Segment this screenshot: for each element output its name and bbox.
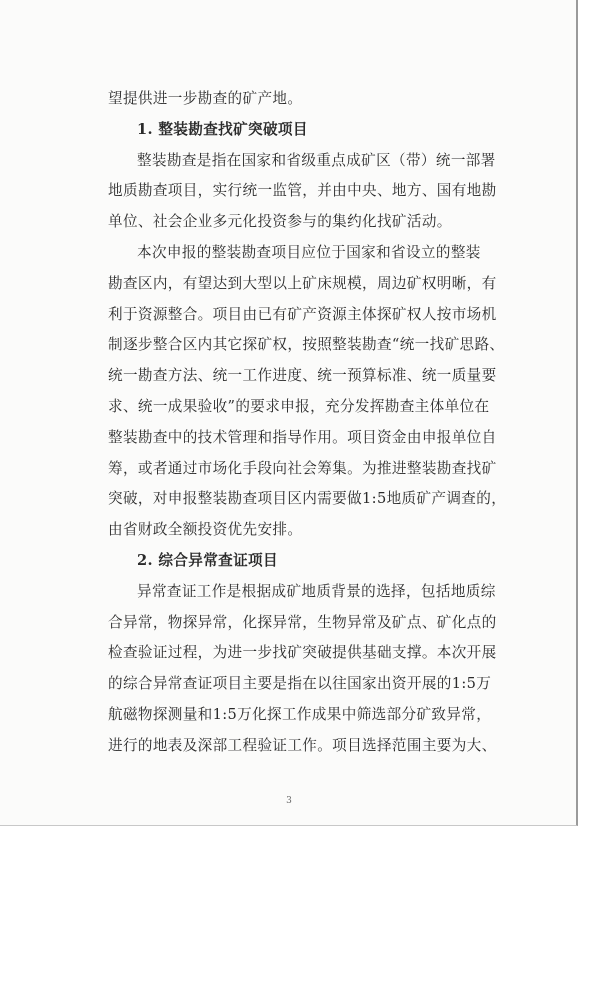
text-line: 检查验证过程，为进一步找矿突破提供基础支撑。本次开展 — [108, 644, 497, 662]
text-line: 望提供进一步勘查的矿产地。 — [108, 90, 303, 107]
text-line: 整装勘查中的技术管理和指导作用。项目资金由申报单位自 — [108, 428, 497, 446]
text-line: 筹，或者通过市场化手段向社会筹集。为推进整装勘查找矿 — [108, 459, 497, 477]
page-number: 3 — [286, 796, 292, 806]
text-line: 制逐步整合区内其它探矿权，按照整装勘查“统一找矿思路、 — [108, 336, 505, 354]
body-text — [108, 84, 513, 762]
text-line: 地质勘查项目，实行统一监管，并由中央、地方、国有地勘 — [108, 182, 497, 200]
section-heading: 2. 综合异常查证项目 — [137, 551, 278, 569]
text-line: 求、统一成果验收”的要求申报，充分发挥勘查主体单位在 — [108, 397, 490, 415]
text-line: 勘查区内，有望达到大型以上矿床规模，周边矿权明晰，有 — [108, 274, 497, 292]
text-line: 的综合异常查证项目主要是指在以往国家出资开展的1:5万 — [108, 675, 492, 693]
text-line: 航磁物探测量和1:5万化探工作成果中筛选部分矿致异常， — [108, 705, 492, 723]
text-line: 异常查证工作是根据成矿地质背景的选择，包括地质综 — [137, 582, 496, 600]
text-line: 本次申报的整装勘查项目应位于国家和省设立的整装 — [137, 243, 481, 261]
text-line: 单位、社会企业多元化投资参与的集约化找矿活动。 — [108, 213, 452, 231]
text-line: 统一勘查方法、统一工作进度、统一预算标准、统一质量要 — [108, 367, 497, 385]
text-line: 突破，对申报整装勘查项目区内需要做1:5地质矿产调查的， — [108, 490, 507, 508]
section-heading: 1. 整装勘查找矿突破项目 — [137, 120, 308, 138]
text-line: 合异常，物探异常，化探异常，生物异常及矿点、矿化点的 — [108, 613, 497, 631]
text-line: 整装勘查是指在国家和省级重点成矿区（带）统一部署 — [137, 151, 496, 169]
text-line: 进行的地表及深部工程验证工作。项目选择范围主要为大、 — [108, 736, 497, 754]
text-line: 利于资源整合。项目由已有矿产资源主体探矿权人按市场机 — [108, 305, 497, 323]
text-line: 由省财政全额投资优先安排。 — [108, 521, 303, 539]
